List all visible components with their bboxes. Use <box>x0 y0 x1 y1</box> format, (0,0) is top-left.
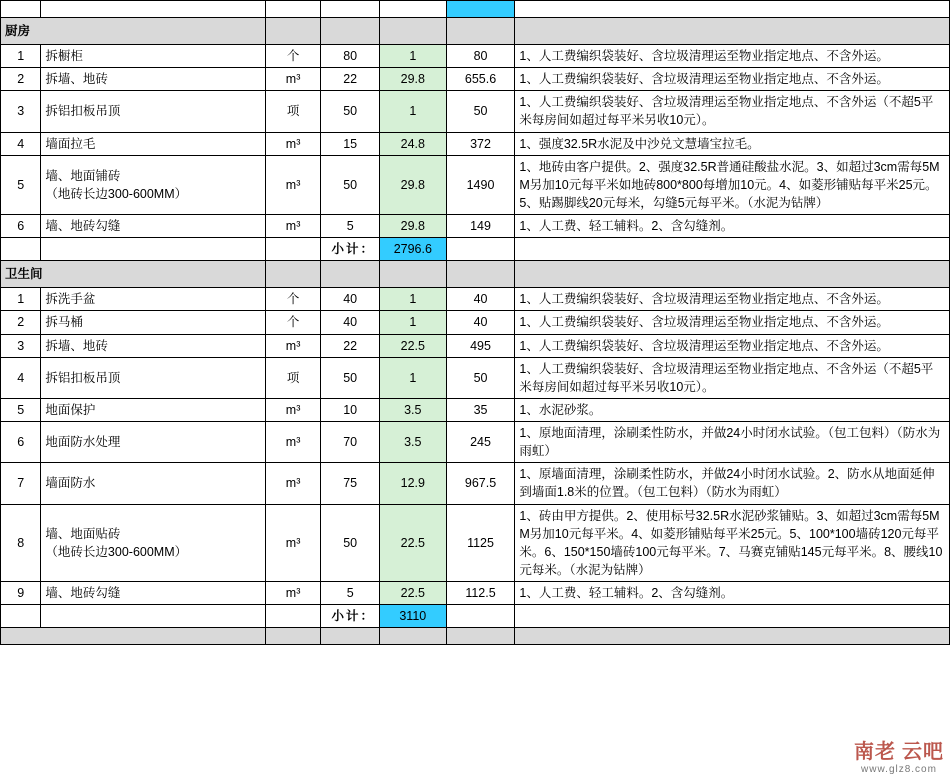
cell-no: 7 <box>1 463 41 504</box>
table-row-partial <box>1 1 950 18</box>
table-row <box>1 582 950 605</box>
cell-remark: 1、人工费编织袋装好、含垃圾清理运至物业指定地点、不含外运（不超5平米每房间如超过每平米另收10元）。 <box>515 357 950 398</box>
cell-remark: 1、人工费编织袋装好、含垃圾清理运至物业指定地点、不含外运。 <box>515 45 950 68</box>
cell-price: 10 <box>321 398 380 421</box>
cell-remark: 1、人工费编织袋装好、含垃圾清理运至物业指定地点、不含外运。 <box>515 68 950 91</box>
cell-unit: 个 <box>265 311 321 334</box>
section-header-partial-filler <box>321 628 380 645</box>
subtotal-row <box>1 605 950 628</box>
cell-quantity: 1 <box>379 311 446 334</box>
section-header-filler <box>321 18 380 45</box>
cell-quantity: 1 <box>379 45 446 68</box>
subtotal-label: 小计： <box>321 238 380 261</box>
subtotal-blank-unit <box>265 605 321 628</box>
cell-total: 1125 <box>446 504 515 582</box>
cell-price: 5 <box>321 215 380 238</box>
cell-item-name: 拆墙、地砖 <box>41 334 265 357</box>
cell-item-name: 地面保护 <box>41 398 265 421</box>
cell-no: 1 <box>1 45 41 68</box>
cell-item-name: 拆橱柜 <box>41 45 265 68</box>
cell-unit: 个 <box>265 45 321 68</box>
subtotal-blank-total <box>446 605 515 628</box>
cell-unit: m³ <box>265 334 321 357</box>
cell-item-name: 拆洗手盆 <box>41 288 265 311</box>
cell-total: 50 <box>446 357 515 398</box>
cell-remark: 1、砖由甲方提供。2、使用标号32.5R水泥砂浆铺贴。3、如超过3cm需每5MM另加10元每平米。4、如菱形铺贴每平米25元。5、100*100墙砖120元每平米。6、150*150墙砖100元每平米。7、马赛克铺贴145元每平米。8、腰线10元每米。（水泥为钻牌） <box>515 504 950 582</box>
cell-no: 2 <box>1 311 41 334</box>
cell-unit: m³ <box>265 215 321 238</box>
table-row <box>1 132 950 155</box>
cell-remark: 1、地砖由客户提供。2、强度32.5R普通硅酸盐水泥。3、如超过3cm需每5MM另加10元每平米如地砖800*800每增加10元。4、如菱形铺贴每平米25元。5、贴踢脚线20元每米，勾缝5元每平米。（水泥为钻牌） <box>515 155 950 214</box>
cell-price: 50 <box>321 357 380 398</box>
table-row <box>1 215 950 238</box>
cut-cell-qty <box>379 1 446 18</box>
table-row <box>1 68 950 91</box>
subtotal-blank-remark <box>515 605 950 628</box>
section-header-partial <box>1 628 950 645</box>
cell-item-name: 墙面防水 <box>41 463 265 504</box>
cell-no: 9 <box>1 582 41 605</box>
cell-no: 5 <box>1 398 41 421</box>
section-header-filler <box>321 261 380 288</box>
cell-unit: m³ <box>265 155 321 214</box>
cell-remark: 1、人工费编织袋装好、含垃圾清理运至物业指定地点、不含外运。 <box>515 334 950 357</box>
cell-price: 22 <box>321 334 380 357</box>
cell-quantity: 3.5 <box>379 422 446 463</box>
cell-price: 75 <box>321 463 380 504</box>
cell-quantity: 1 <box>379 91 446 132</box>
cell-item-name: 拆铝扣板吊顶 <box>41 91 265 132</box>
table-row <box>1 357 950 398</box>
cell-total: 245 <box>446 422 515 463</box>
cell-remark: 1、强度32.5R水泥及中沙兑文慧墙宝拉毛。 <box>515 132 950 155</box>
cell-unit: m³ <box>265 422 321 463</box>
cell-remark: 1、人工费编织袋装好、含垃圾清理运至物业指定地点、不含外运。 <box>515 288 950 311</box>
cell-price: 50 <box>321 155 380 214</box>
cell-quantity: 22.5 <box>379 334 446 357</box>
subtotal-label: 小计： <box>321 605 380 628</box>
table-row <box>1 422 950 463</box>
section-header <box>1 18 950 45</box>
cell-unit: m³ <box>265 504 321 582</box>
cell-item-name: 墙、地砖勾缝 <box>41 215 265 238</box>
cell-no: 2 <box>1 68 41 91</box>
cell-item-name: 墙面拉毛 <box>41 132 265 155</box>
section-header-filler <box>265 18 321 45</box>
cell-remark: 1、原墙面清理，涂刷柔性防水，并做24小时闭水试验。2、防水从地面延伸到墙面1.8米的位置。（包工包料）（防水为雨虹） <box>515 463 950 504</box>
subtotal-blank-remark <box>515 238 950 261</box>
cell-item-name: 墙、地砖勾缝 <box>41 582 265 605</box>
cell-quantity: 12.9 <box>379 463 446 504</box>
section-header-partial-filler <box>515 628 950 645</box>
cell-quantity: 22.5 <box>379 504 446 582</box>
cut-cell-price <box>321 1 380 18</box>
section-header-partial-filler <box>265 628 321 645</box>
cell-total: 1490 <box>446 155 515 214</box>
section-header-label: 卫生间 <box>1 261 266 288</box>
section-header-partial-filler <box>446 628 515 645</box>
cell-item-name: 拆铝扣板吊顶 <box>41 357 265 398</box>
table-row <box>1 288 950 311</box>
section-header-filler <box>379 261 446 288</box>
cell-item-name: 墙、地面铺砖 （地砖长边300-600MM） <box>41 155 265 214</box>
cut-cell-remark <box>515 1 950 18</box>
cell-item-name: 拆墙、地砖 <box>41 68 265 91</box>
cell-price: 50 <box>321 504 380 582</box>
table-row <box>1 463 950 504</box>
section-header-filler <box>515 18 950 45</box>
cell-remark: 1、原地面清理，涂刷柔性防水，并做24小时闭水试验。（包工包料）（防水为雨虹） <box>515 422 950 463</box>
cell-remark: 1、水泥砂浆。 <box>515 398 950 421</box>
cell-no: 4 <box>1 357 41 398</box>
cell-no: 8 <box>1 504 41 582</box>
cell-unit: 项 <box>265 357 321 398</box>
cell-total: 655.6 <box>446 68 515 91</box>
cell-no: 6 <box>1 215 41 238</box>
cell-remark: 1、人工费编织袋装好、含垃圾清理运至物业指定地点、不含外运。 <box>515 311 950 334</box>
cut-cell-unit <box>265 1 321 18</box>
table-row <box>1 334 950 357</box>
cell-no: 3 <box>1 334 41 357</box>
cell-price: 15 <box>321 132 380 155</box>
subtotal-row <box>1 238 950 261</box>
cell-total: 112.5 <box>446 582 515 605</box>
cell-total: 80 <box>446 45 515 68</box>
cell-remark: 1、人工费、轻工辅料。2、含勾缝剂。 <box>515 582 950 605</box>
table-row <box>1 311 950 334</box>
subtotal-value: 2796.6 <box>379 238 446 261</box>
subtotal-blank-unit <box>265 238 321 261</box>
watermark <box>854 735 944 775</box>
section-header-partial-label <box>1 628 266 645</box>
section-header-partial-filler <box>379 628 446 645</box>
cut-cell-name <box>41 1 265 18</box>
cell-quantity: 1 <box>379 288 446 311</box>
cut-cell-total <box>446 1 515 18</box>
cell-unit: m³ <box>265 463 321 504</box>
cell-unit: m³ <box>265 132 321 155</box>
cell-item-name: 墙、地面贴砖 （地砖长边300-600MM） <box>41 504 265 582</box>
cell-total: 40 <box>446 288 515 311</box>
cell-total: 40 <box>446 311 515 334</box>
section-header <box>1 261 950 288</box>
section-header-filler <box>446 261 515 288</box>
cell-quantity: 24.8 <box>379 132 446 155</box>
cell-price: 5 <box>321 582 380 605</box>
cell-remark: 1、人工费编织袋装好、含垃圾清理运至物业指定地点、不含外运（不超5平米每房间如超过每平米另收10元）。 <box>515 91 950 132</box>
cell-total: 149 <box>446 215 515 238</box>
cell-price: 40 <box>321 311 380 334</box>
cell-remark: 1、人工费、轻工辅料。2、含勾缝剂。 <box>515 215 950 238</box>
subtotal-blank-no <box>1 605 41 628</box>
section-header-filler <box>379 18 446 45</box>
cell-price: 40 <box>321 288 380 311</box>
cell-quantity: 29.8 <box>379 155 446 214</box>
section-header-label: 厨房 <box>1 18 266 45</box>
cell-total: 35 <box>446 398 515 421</box>
subtotal-blank-name <box>41 605 265 628</box>
subtotal-blank-no <box>1 238 41 261</box>
table-row <box>1 155 950 214</box>
cell-quantity: 3.5 <box>379 398 446 421</box>
table-row <box>1 398 950 421</box>
subtotal-blank-total <box>446 238 515 261</box>
cell-price: 22 <box>321 68 380 91</box>
section-header-filler <box>265 261 321 288</box>
subtotal-blank-name <box>41 238 265 261</box>
section-header-filler <box>515 261 950 288</box>
cell-no: 4 <box>1 132 41 155</box>
cell-quantity: 29.8 <box>379 68 446 91</box>
cell-total: 50 <box>446 91 515 132</box>
cut-cell-no <box>1 1 41 18</box>
cell-quantity: 22.5 <box>379 582 446 605</box>
cell-quantity: 29.8 <box>379 215 446 238</box>
cell-no: 3 <box>1 91 41 132</box>
cell-no: 6 <box>1 422 41 463</box>
cell-price: 80 <box>321 45 380 68</box>
watermark-sub: www.glz8.com <box>861 764 937 775</box>
cell-total: 372 <box>446 132 515 155</box>
section-header-filler <box>446 18 515 45</box>
cell-unit: m³ <box>265 398 321 421</box>
cell-unit: 项 <box>265 91 321 132</box>
cell-unit: m³ <box>265 582 321 605</box>
watermark-main: 南老 云吧 <box>854 741 944 763</box>
cell-item-name: 拆马桶 <box>41 311 265 334</box>
table-row <box>1 91 950 132</box>
cell-item-name: 地面防水处理 <box>41 422 265 463</box>
cell-no: 1 <box>1 288 41 311</box>
cell-total: 495 <box>446 334 515 357</box>
cell-total: 967.5 <box>446 463 515 504</box>
cell-unit: m³ <box>265 68 321 91</box>
table-row <box>1 504 950 582</box>
cell-no: 5 <box>1 155 41 214</box>
cell-quantity: 1 <box>379 357 446 398</box>
subtotal-value: 3110 <box>379 605 446 628</box>
cell-price: 70 <box>321 422 380 463</box>
cell-unit: 个 <box>265 288 321 311</box>
table-row <box>1 45 950 68</box>
cell-price: 50 <box>321 91 380 132</box>
